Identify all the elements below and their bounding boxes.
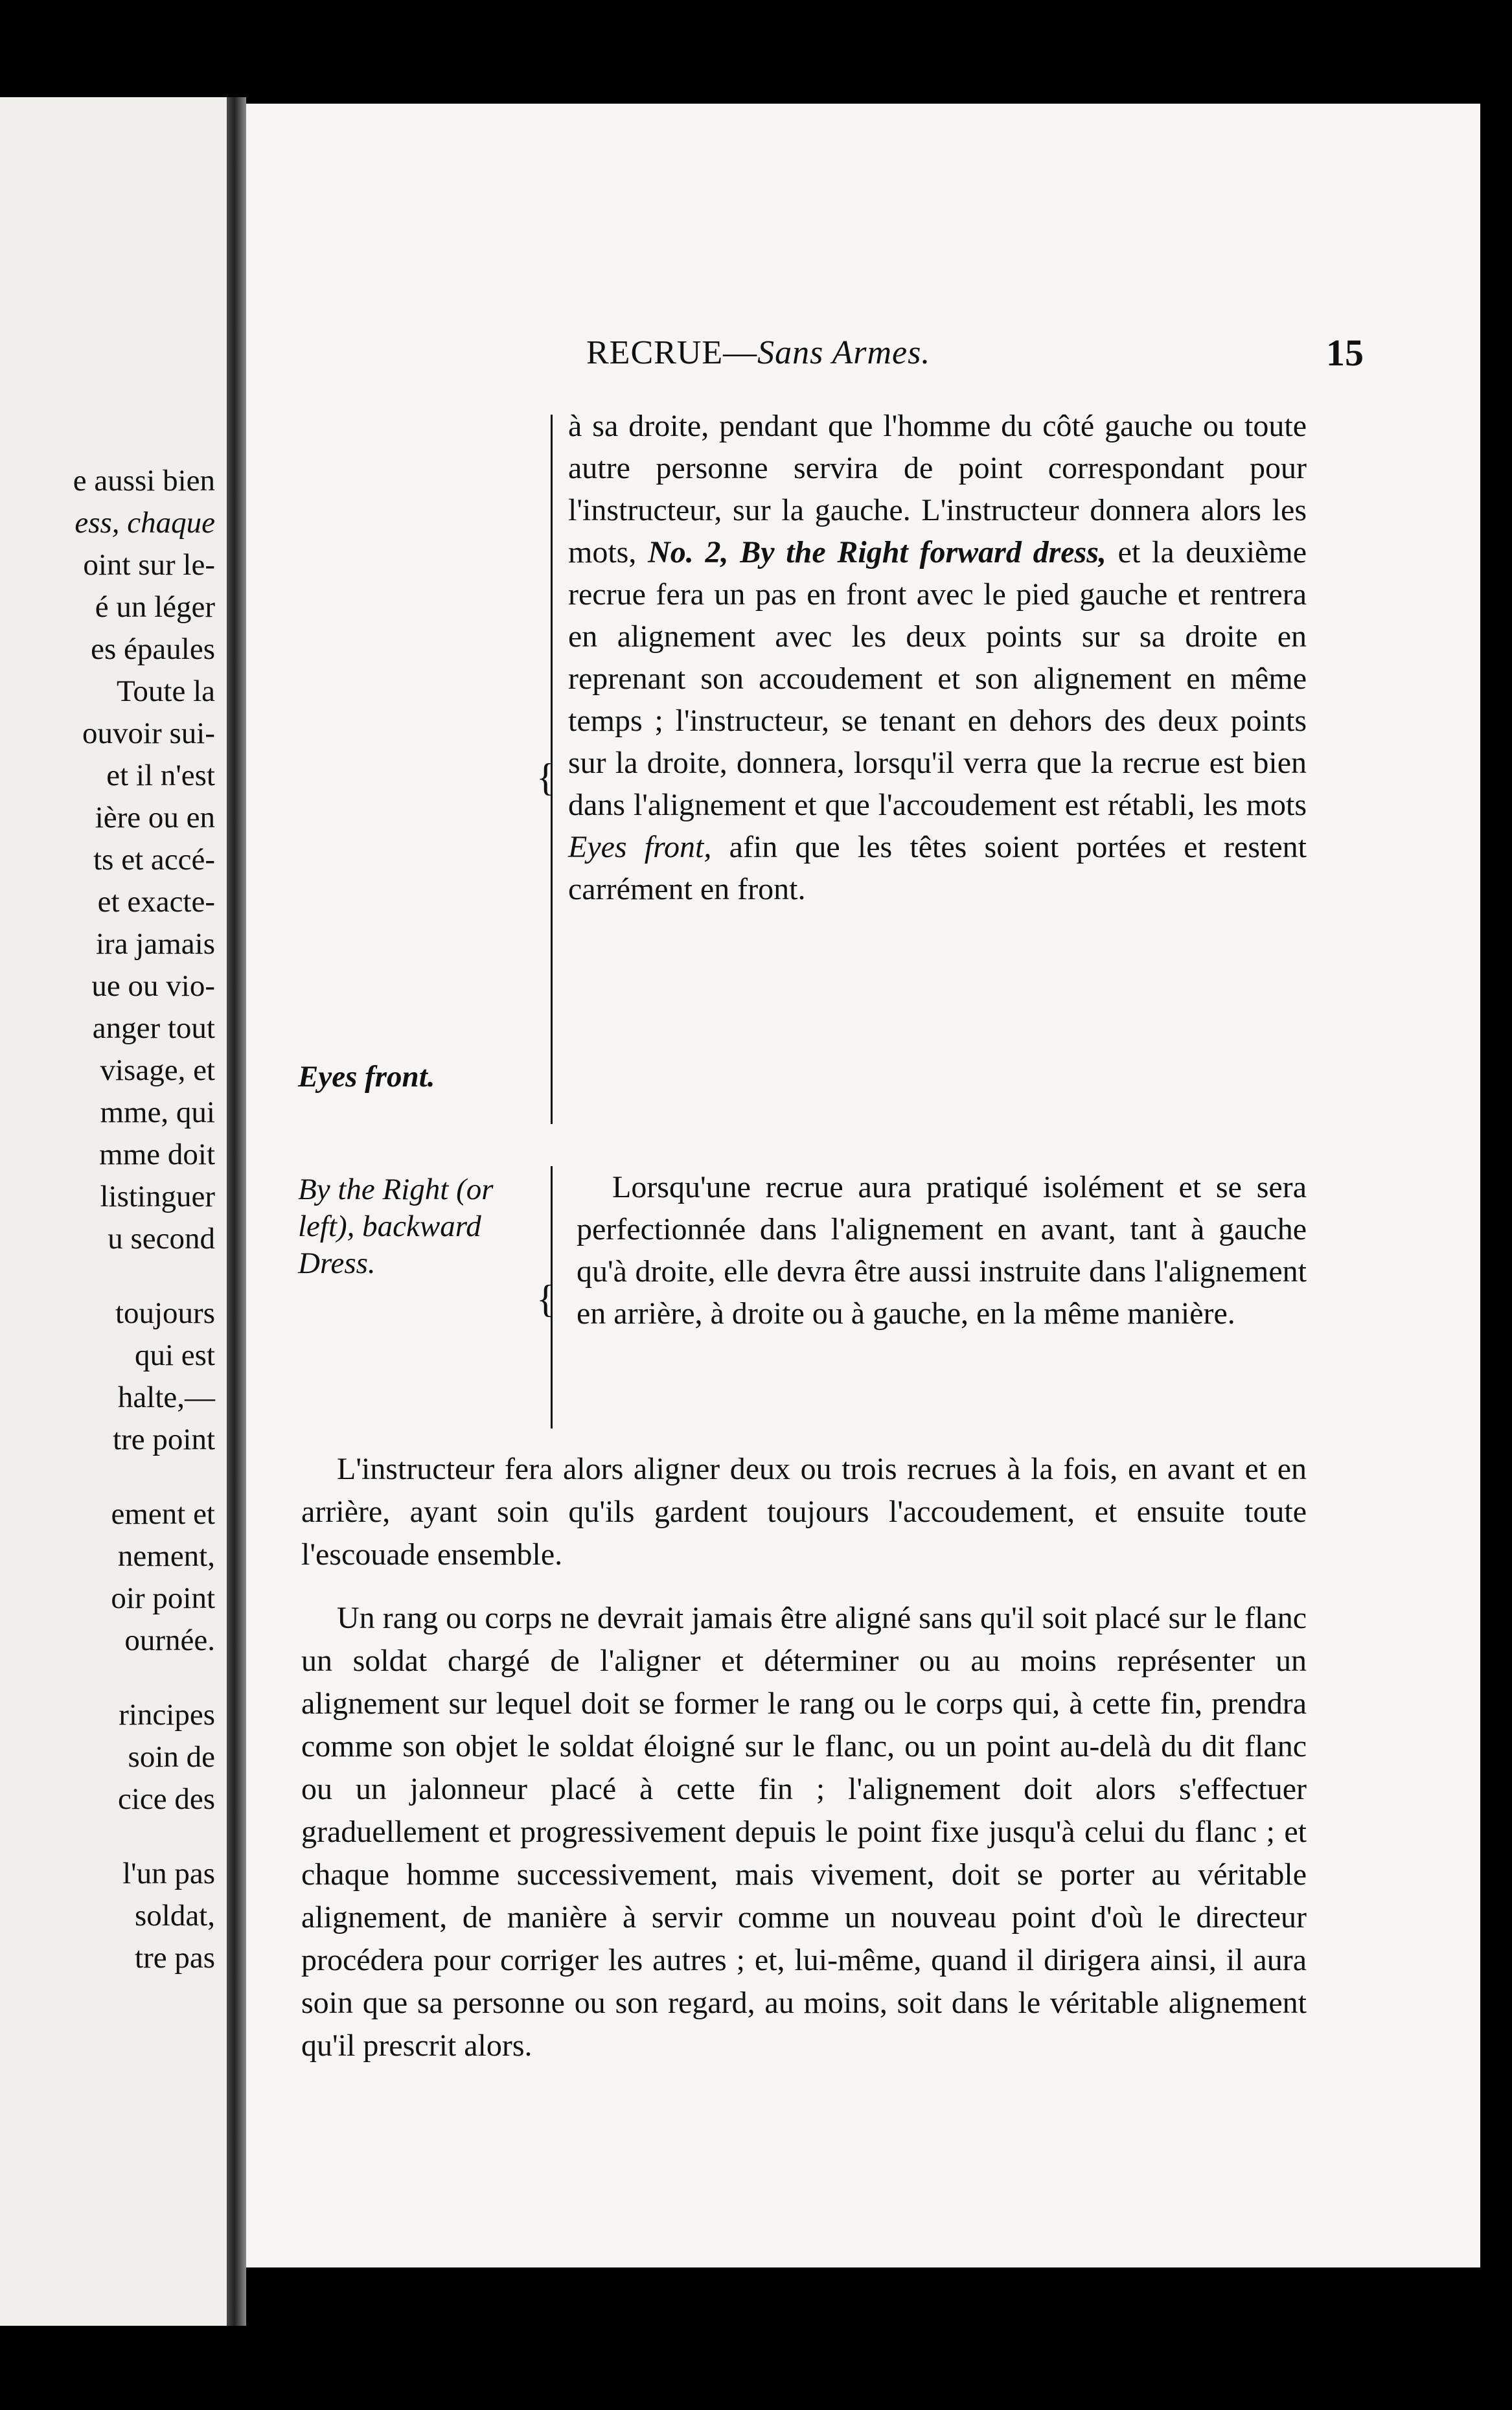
facing-line: es épaules [91, 632, 215, 666]
facing-line: ière ou en [95, 801, 215, 834]
facing-line: et il n'est [106, 759, 215, 792]
facing-line: halte,— [117, 1381, 215, 1414]
bracketed-text-block-2: Lorsqu'une recrue aura pratiqué isolément et se sera perfectionnée dans l'alignement en avant, tant à gauche qu'à droite, elle devra être aussi instruite dans l'alignement en arrière, à droite ou à gauche, en la même manière. [577, 1170, 1307, 1331]
facing-line: tre pas [135, 1941, 215, 1975]
brace-point: { [536, 1278, 555, 1320]
facing-line: oint sur le- [83, 548, 215, 582]
command-eyes-front: Eyes front, [568, 830, 712, 864]
facing-line: nement, [117, 1539, 215, 1573]
running-header [586, 327, 1364, 379]
facing-line: ement et [111, 1497, 215, 1531]
facing-line: rincipes [119, 1698, 215, 1732]
facing-line: ouvoir sui- [82, 717, 215, 750]
header-title: RECRUE—Sans Armes. [586, 334, 931, 371]
facing-line: u second [108, 1222, 215, 1256]
facing-line: anger tout [92, 1011, 215, 1045]
margin-note-eyes-front: Eyes front. [298, 1060, 435, 1094]
facing-line: ts et accé- [93, 843, 215, 877]
facing-line: oir point [111, 1581, 215, 1615]
facing-line: ue ou vio- [91, 969, 215, 1003]
margin-note-backward-dress: By the Right (or left), backward Dress. [298, 1173, 494, 1280]
facing-line: Toute la [116, 674, 215, 708]
facing-page-text [0, 460, 215, 1979]
facing-line: cice des [117, 1782, 215, 1816]
facing-line: ira jamais [95, 927, 215, 961]
facing-line: ess, chaque [74, 506, 215, 540]
facing-line: listinguer [100, 1180, 215, 1213]
facing-page-fragment [0, 97, 227, 2326]
facing-line: qui est [134, 1338, 215, 1372]
facing-line: et exacte- [97, 885, 215, 919]
page-number: 15 [1326, 332, 1364, 374]
facing-line: soin de [128, 1740, 215, 1774]
facing-line: é un léger [95, 590, 215, 624]
facing-line: tre point [113, 1423, 215, 1456]
brace-point: { [536, 756, 555, 799]
facing-line: l'un pas [122, 1857, 215, 1890]
command-text: By the Right forward dress, [740, 535, 1106, 569]
facing-line: e aussi bien [73, 464, 215, 498]
facing-line: visage, et [100, 1053, 215, 1087]
book-gutter [227, 97, 246, 2326]
facing-line: soldat, [134, 1899, 215, 1933]
bracketed-text-block: à sa droite, pendant que l'homme du côté gauche ou toute autre personne servira de point correspondant pour l'instructeur, sur la gauche. L'instructeur donnera alors les mots, No. 2, By the Right forward dress, et la deuxième recrue fera un pas en front avec le pied gauche et rentrera en alignement avec les deux points sur sa droite en reprenant son accoudement et son alignement en même temps ; l'instructeur, se tenant en dehors des deux points sur la droite, donnera, lorsqu'il verra que la recrue est bien dans l'alignement et que l'accoudement est rétabli, les mots Eyes front, afin que les têtes soient portées et restent carrément en front. [568, 409, 1307, 906]
paragraph: Un rang ou corps ne devrait jamais être aligné sans qu'il soit placé sur le flanc un soldat chargé de l'aligner et déterminer ou au moins représenter un alignement sur lequel doit se former le rang ou le corps qui, à cette fin, prendra comme son objet le soldat éloigné sur le flanc, ou un point au-delà du dit flanc ou un jalonneur placé à cette fin ; l'alignement doit alors s'effectuer graduellement et progressivement depuis le point fixe jusqu'à celui du flanc ; et chaque homme successivement, mais vivement, doit se porter au véritable alignement, de manière à servir comme un nouveau point d'où le directeur procédera pour corriger les autres ; et, lui-même, quand il dirigera ainsi, il aura soin que sa personne ou son regard, au moins, soit dans le véritable alignement qu'il prescrit alors. [301, 1601, 1307, 2063]
page [246, 104, 1480, 2267]
command-number: No. 2, [648, 535, 729, 569]
facing-line: mme doit [99, 1138, 215, 1171]
facing-line: toujours [115, 1296, 215, 1330]
facing-line: mme, qui [100, 1096, 215, 1129]
facing-line: ournée. [124, 1624, 215, 1657]
paragraph: L'instructeur fera alors aligner deux ou trois recrues à la fois, en avant et en arrière, ayant soin qu'ils gardent toujours l'accoudement, et ensuite toute l'escouade ensemble. [301, 1452, 1307, 1572]
